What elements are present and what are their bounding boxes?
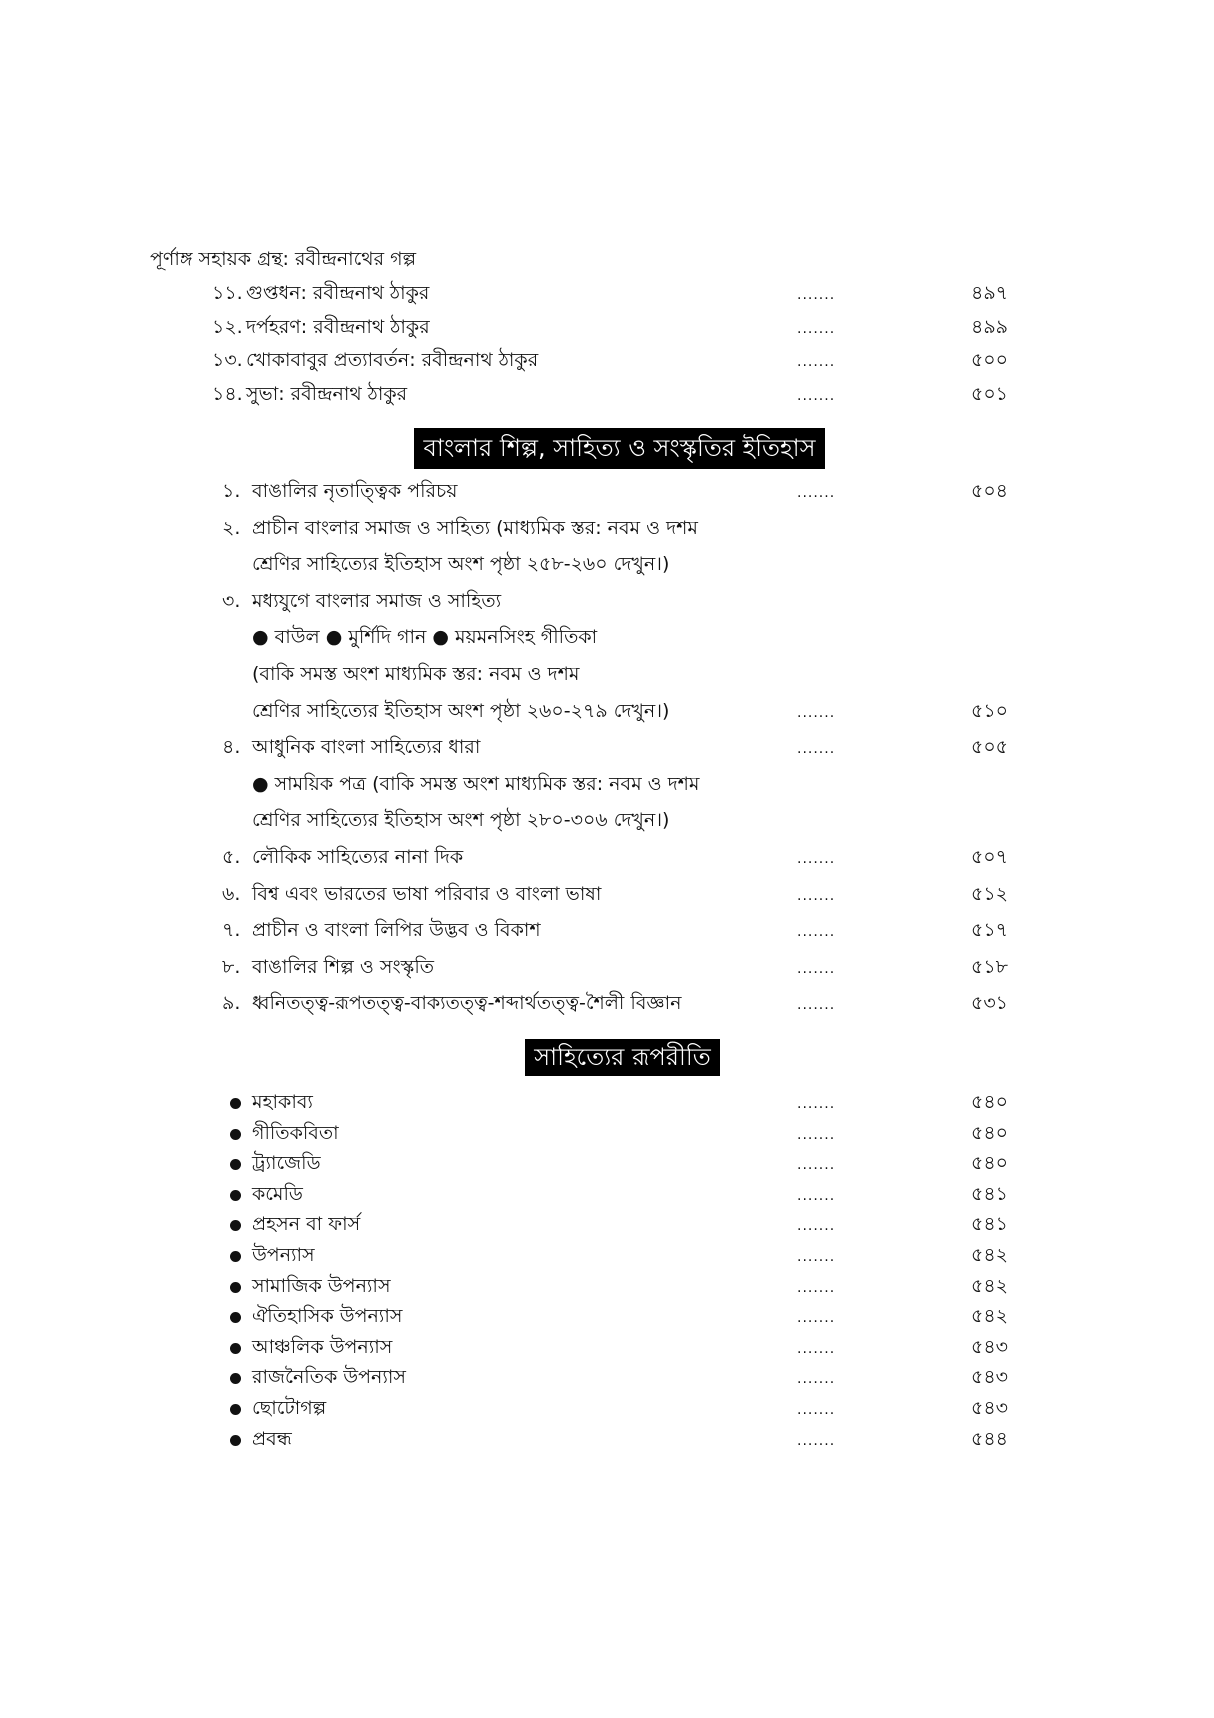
entry-title: আঞ্চলিক উপন্যাস <box>252 1335 393 1358</box>
leader-dots: ....... <box>797 1249 836 1265</box>
entry-title: উপন্যাস <box>252 1244 315 1266</box>
page-number: ৫০৫ <box>970 736 1008 759</box>
leader-dots: ....... <box>797 887 836 904</box>
leader-dots: ....... <box>797 1218 836 1235</box>
page-number: ৫৩১ <box>970 992 1008 1015</box>
entry-title: গুপ্তধন: রবীন্দ্রনাথ ঠাকুর <box>246 282 430 304</box>
entry-title: প্রাচীন ও বাংলা লিপির উদ্ভব ও বিকাশ <box>252 919 541 942</box>
entry-title: প্রহসন বা ফার্স <box>252 1213 361 1236</box>
page-number: ৪৯৭ <box>970 282 1008 304</box>
leader-dots: ....... <box>797 851 836 867</box>
entry-title: ট্র্যাজেডি <box>252 1152 321 1175</box>
bullet-icon <box>230 1282 241 1293</box>
leader-dots: ....... <box>797 1310 836 1327</box>
entry-number: ৩. <box>222 589 241 612</box>
entry-title: বাঙালির নৃতাত্ত্বিক পরিচয় <box>252 480 458 502</box>
entry-number: ৯. <box>222 992 241 1015</box>
entry-title: বিশ্ব এবং ভারতের ভাষা পরিবার ও বাংলা ভাষা <box>252 882 602 905</box>
leader-dots: ....... <box>797 320 836 337</box>
leader-dots: ....... <box>797 997 836 1014</box>
leader-dots: ....... <box>797 1157 836 1174</box>
leader-dots: ....... <box>797 387 836 404</box>
leader-dots: ....... <box>797 960 836 977</box>
entry-number: ৭. <box>222 919 241 942</box>
page-number: ৫১২ <box>970 882 1008 905</box>
leader-dots: ....... <box>797 924 836 941</box>
page-number: ৪৯৯ <box>971 315 1008 338</box>
entry-title: সামাজিক উপন্যাস <box>252 1274 391 1297</box>
page-number: ৫০৪ <box>970 480 1008 502</box>
bullet-icon <box>230 1129 241 1140</box>
leader-dots: ....... <box>797 485 836 501</box>
entry-number: ১১. <box>212 282 243 304</box>
bullet-icon <box>230 1190 241 1201</box>
entry-number: ১৩. <box>212 349 243 371</box>
bullet-icon <box>230 1159 241 1170</box>
entry-number: ১. <box>222 480 241 502</box>
entry-title: সুভা: রবীন্দ্রনাথ ঠাকুর <box>246 382 408 405</box>
entry-title: আধুনিক বাংলা সাহিত্যের ধারা <box>252 736 481 759</box>
page-number: ৫৪০ <box>970 1121 1008 1144</box>
page-number: ৫৪২ <box>970 1244 1008 1266</box>
entry-title: ● বাউল ● মুর্শিদি গান ● ময়মনসিংহ গীতিকা <box>252 626 598 649</box>
page-number: ৫৪২ <box>970 1305 1008 1328</box>
entry-title: (বাকি সমস্ত অংশ মাধ্যমিক স্তর: নবম ও দশম <box>252 663 580 685</box>
leader-dots: ....... <box>797 1096 836 1112</box>
entry-number: ৪. <box>222 736 241 759</box>
leader-dots: ....... <box>797 287 836 303</box>
entry-title: শ্রেণির সাহিত্যের ইতিহাস অংশ পৃষ্ঠা ২৬০-২৭৯ দেখুন।) <box>252 699 670 722</box>
entry-title: ঐতিহাসিক উপন্যাস <box>252 1305 403 1328</box>
entry-title: রাজনৈতিক উপন্যাস <box>252 1366 406 1389</box>
leader-dots: ....... <box>797 1126 836 1143</box>
entry-title: মধ্যযুগে বাংলার সমাজ ও সাহিত্য <box>252 589 502 612</box>
leader-dots: ....... <box>797 1340 836 1357</box>
leader-dots: ....... <box>797 1279 836 1296</box>
entry-title: প্রাচীন বাংলার সমাজ ও সাহিত্য (মাধ্যমিক স্তর: নবম ও দশম <box>252 516 698 539</box>
entry-title: বাঙালির শিল্প ও সংস্কৃতি <box>252 955 435 978</box>
entry-number: ২. <box>222 516 241 539</box>
page-number: ৫৪৩ <box>970 1366 1008 1389</box>
entry-title: প্রবন্ধ <box>252 1427 292 1450</box>
entry-number: ৬. <box>222 882 241 905</box>
section-banner-literary-forms: সাহিত্যের রূপরীতি <box>525 1039 720 1076</box>
page-number: ৫০০ <box>970 349 1008 371</box>
leader-dots: ....... <box>797 1187 836 1204</box>
entry-title: শ্রেণির সাহিত্যের ইতিহাস অংশ পৃষ্ঠা ২৫৮-২৬০ দেখুন।) <box>252 553 670 576</box>
entry-title: ● সাময়িক পত্র (বাকি সমস্ত অংশ মাধ্যমিক স্তর: নবম ও দশম <box>252 772 700 795</box>
page-number: ৫৪২ <box>970 1274 1008 1297</box>
entry-number: ৫. <box>222 846 241 868</box>
leader-dots: ....... <box>797 1432 836 1449</box>
bullet-icon <box>230 1435 241 1446</box>
page-number: ৫৪০ <box>970 1152 1008 1175</box>
bullet-icon <box>230 1343 241 1354</box>
entry-title: ছোটোগল্প <box>252 1397 327 1419</box>
entry-title: কমেডি <box>252 1182 303 1205</box>
page-number: ৫০১ <box>970 382 1008 405</box>
leader-dots: ....... <box>797 354 836 370</box>
leader-dots: ....... <box>797 1402 836 1418</box>
entry-number: ১৪. <box>212 382 243 405</box>
page-number: ৫৪৪ <box>971 1427 1008 1450</box>
bullet-icon <box>230 1312 241 1323</box>
leader-dots: ....... <box>797 741 836 758</box>
bullet-icon <box>230 1098 241 1109</box>
leader-dots: ....... <box>797 1371 836 1388</box>
page-number: ৫৪৩ <box>970 1397 1008 1419</box>
page-number: ৫১৭ <box>970 919 1008 942</box>
page-number: ৫৪১ <box>971 1213 1008 1236</box>
page-number: ৫০৭ <box>970 846 1008 868</box>
page-number: ৫১০ <box>970 699 1008 722</box>
bullet-icon <box>230 1220 241 1231</box>
page-number: ৫৪১ <box>971 1182 1008 1205</box>
entry-title: ধ্বনিতত্ত্ব-রূপতত্ত্ব-বাক্যতত্ত্ব-শব্দার্থতত্ত্ব-শৈলী বিজ্ঞান <box>252 992 682 1015</box>
bullet-icon <box>230 1251 241 1262</box>
entry-number: ১২. <box>212 315 243 338</box>
entry-title: শ্রেণির সাহিত্যের ইতিহাস অংশ পৃষ্ঠা ২৮০-৩০৬ দেখুন।) <box>252 809 670 832</box>
entry-title: গীতিকবিতা <box>252 1121 339 1144</box>
page-number: ৫১৮ <box>971 955 1008 978</box>
page-number: ৫৪৩ <box>970 1335 1008 1358</box>
section-banner-history: বাংলার শিল্প, সাহিত্য ও সংস্কৃতির ইতিহাস <box>414 428 825 469</box>
entry-title: দর্পহরণ: রবীন্দ্রনাথ ঠাকুর <box>246 315 430 338</box>
entry-title: মহাকাব্য <box>252 1091 313 1113</box>
entry-number: ৮. <box>222 955 241 978</box>
entry-title: খোকাবাবুর প্রত্যাবর্তন: রবীন্দ্রনাথ ঠাকুর <box>246 349 539 371</box>
entry-title: লৌকিক সাহিত্যের নানা দিক <box>252 846 464 868</box>
intro-heading: পূর্ণাঙ্গ সহায়ক গ্রন্থ: রবীন্দ্রনাথের গল্প <box>150 248 417 270</box>
bullet-icon <box>230 1373 241 1384</box>
page-number: ৫৪০ <box>970 1091 1008 1113</box>
bullet-icon <box>230 1404 241 1415</box>
leader-dots: ....... <box>797 704 836 721</box>
